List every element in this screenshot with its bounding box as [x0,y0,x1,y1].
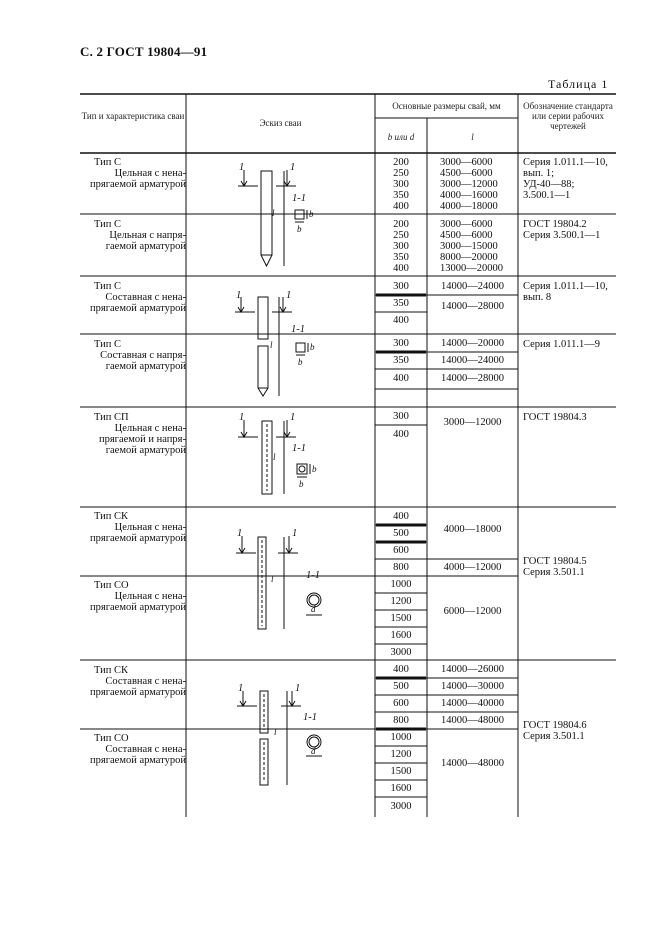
dim-label: b [298,357,303,367]
bd-value: 400 [393,511,409,522]
l-value: 14000—26000 [441,664,504,675]
bd-value: 300 [393,338,409,349]
bd-value: 3000 [390,647,412,658]
bd-value: 350 [393,355,409,366]
type-cell: Тип С Составная с нена- прягаемой арматурой [90,281,186,314]
bd-value: 800 [393,562,409,573]
bd-value: 1200 [390,749,412,760]
col-header-b-or-d: b или d [387,132,415,142]
bd-value: 1600 [390,630,412,641]
type-cell: Тип СК Составная с нена- прягаемой арматурой [90,665,186,698]
l-values: 3000—6000 4500—6000 3000—12000 4000—16000 4000—18000 [440,157,498,212]
bd-value: 1600 [390,783,412,794]
length-label: l [271,574,274,584]
section-label: 1-1 [306,570,320,581]
l-value: 4000—12000 [443,562,502,573]
col-header-type: Тип и характеристика сваи [81,111,185,121]
bd-value: 1000 [390,732,412,743]
dim-label: b [312,464,317,474]
dim-label: b [297,224,302,234]
section-mark: 1 [292,528,298,539]
dim-label: b [299,479,304,489]
l-value: 14000—48000 [441,758,504,769]
length-label: l [270,340,273,350]
bd-value: 300 [393,411,409,422]
designation-cell: ГОСТ 19804.6 Серия 3.501.1 [523,720,587,742]
section-mark: 1 [239,412,245,423]
type-cell: Тип СО Цельная с нена- прягаемой арматурой [90,580,186,613]
designation-cell: Серия 1.011.1—9 [523,339,600,350]
col-header-l: l [471,132,474,142]
type-cell: Тип С Составная с напря- гаемой арматурой [94,339,186,372]
section-mark: 1 [237,528,243,539]
length-label: l [273,452,276,462]
dim-label: d [311,604,316,614]
section-label: 1-1 [303,712,317,723]
bd-values: 200 250 300 350 400 [393,157,409,212]
l-value: 3000—12000 [443,417,502,428]
designation-cell: Серия 1.011.1—10, вып. 8 [523,281,608,303]
bd-value: 3000 [390,801,412,812]
page-header: С. 2 ГОСТ 19804—91 [80,44,208,59]
bd-value: 1500 [390,613,412,624]
pile-sketch-5 [237,691,322,785]
bd-value: 400 [393,429,409,440]
dim-label: d [311,746,316,756]
bd-value: 600 [393,698,409,709]
section-mark: 1 [290,162,296,173]
col-header-sketch: Эскиз сваи [259,118,302,128]
table-caption: Таблица 1 [548,77,609,91]
dim-label: b [309,209,314,219]
section-label: 1-1 [292,443,306,454]
section-mark: 1 [236,290,242,301]
designation-cell: ГОСТ 19804.2 Серия 3.500.1—1 [523,219,601,241]
bd-value: 1500 [390,766,412,777]
section-label: 1-1 [292,193,306,204]
designation-cell: ГОСТ 19804.5 Серия 3.501.1 [523,556,587,578]
type-cell: Тип С Цельная с напря- гаемой арматурой [94,219,186,252]
section-label: 1-1 [291,324,305,335]
bd-value: 800 [393,715,409,726]
bd-value: 400 [393,373,409,384]
section-mark: 1 [239,162,245,173]
bd-value: 400 [393,664,409,675]
bd-values: 200 250 300 350 400 [393,219,409,274]
bd-value: 1200 [390,596,412,607]
bd-value: 350 [393,298,409,309]
type-cell: Тип СП Цельная с нена- прягаемой и напря- гаемой арматурой [94,412,186,456]
type-cell: Тип С Цельная с нена- прягаемой арматурой [90,157,186,190]
bd-value: 300 [393,281,409,292]
col-header-designation: Обозначение стандарта или серии рабочих чертежей [523,101,613,131]
l-value: 14000—20000 [441,338,504,349]
section-mark: 1 [290,412,296,423]
l-value: 6000—12000 [443,606,502,617]
dim-label: b [310,342,315,352]
l-value: 14000—40000 [441,698,504,709]
bd-value: 500 [393,681,409,692]
bd-value: 600 [393,545,409,556]
length-label: l [272,208,275,218]
type-cell: Тип СК Цельная с нена- прягаемой арматурой [90,511,186,544]
pile-sketch-4 [236,536,322,629]
designation-cell: ГОСТ 19804.3 [523,412,587,423]
l-value: 14000—30000 [441,681,504,692]
bd-value: 400 [393,315,409,326]
l-value: 14000—24000 [441,355,504,366]
type-cell: Тип СО Составная с нена- прягаемой арматурой [90,733,186,766]
l-value: 4000—18000 [443,524,502,535]
section-mark: 1 [295,683,301,694]
length-label: l [274,727,277,737]
l-values: 3000—6000 4500—6000 3000—15000 8000—20000 13000—20000 [440,219,503,274]
l-value: 14000—28000 [441,373,504,384]
designation-cell: Серия 1.011.1—10, вып. 1; УД-40—88; 3.500.1—1 [523,157,608,201]
l-value: 14000—28000 [441,301,504,312]
bd-value: 1000 [390,579,412,590]
section-mark: 1 [286,290,292,301]
section-mark: 1 [238,683,244,694]
l-value: 14000—48000 [441,715,504,726]
bd-value: 500 [393,528,409,539]
col-header-sizes: Основные размеры свай, мм [392,101,501,111]
l-value: 14000—24000 [441,281,504,292]
